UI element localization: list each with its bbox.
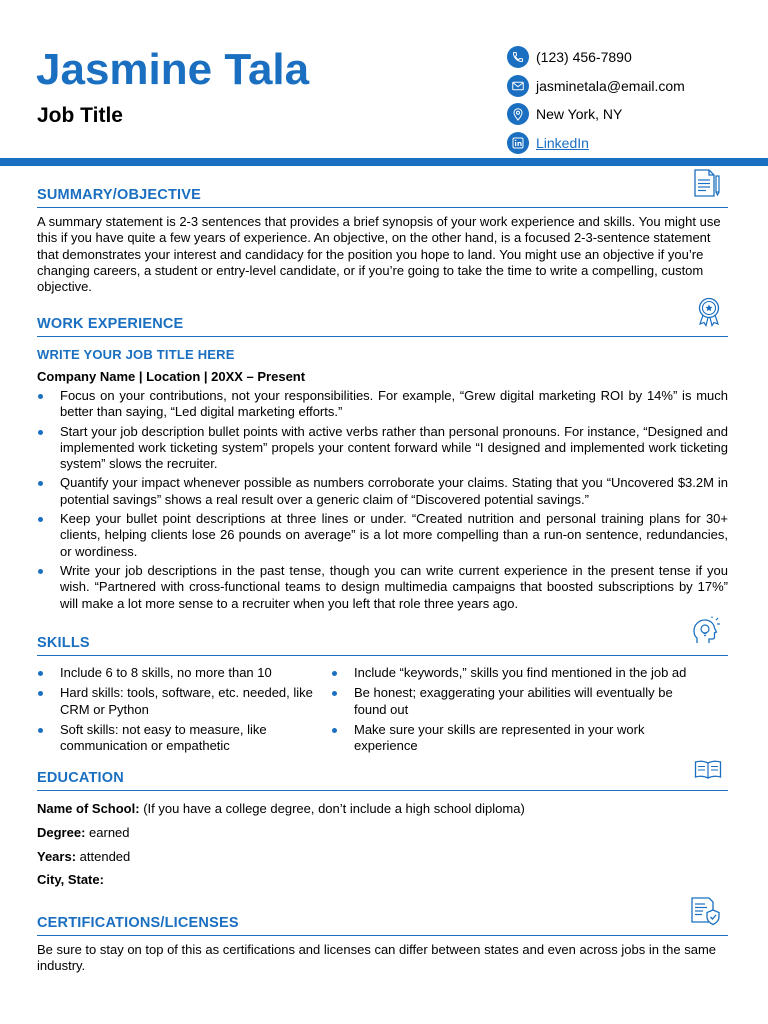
list-item: Soft skills: not easy to measure, like communication or empathetic	[37, 722, 331, 755]
contact-phone	[507, 43, 685, 72]
skills-list-right	[331, 665, 728, 754]
linkedin-icon	[507, 132, 529, 154]
education-degree	[37, 825, 728, 841]
school-value: (If you have a college degree, don’t include a high school diploma)	[139, 801, 525, 816]
candidate-job-title: Job Title	[37, 104, 123, 127]
school-label: Name of School:	[37, 801, 140, 816]
certifications-heading	[37, 902, 728, 936]
education-city	[37, 872, 728, 888]
education-title: EDUCATION	[37, 770, 124, 786]
list-item: Start your job description bullet points with active verbs rather than personal pronouns. For instance, “Designed and implemented work ticketing system” propels your content forward while “I designed and implemented work ticketing system” slows the recruiter.	[37, 424, 728, 473]
document-pen-icon	[692, 168, 722, 203]
resume-header	[0, 0, 768, 158]
skills-grid	[37, 665, 728, 758]
skills-column-left	[37, 665, 331, 758]
contact-linkedin[interactable]	[507, 129, 685, 158]
list-item: Include “keywords,” skills you find mentioned in the job ad	[331, 665, 728, 681]
experience-section	[37, 313, 728, 615]
certifications-section	[37, 902, 728, 975]
list-item: Keep your bullet point descriptions at three lines or under. “Created nutrition and personal training plans for 30+ clients, helping clients lose 26 pounds on average” is a lot more compelling than a run-on sentence, redundancies, or wordiness.	[37, 511, 728, 560]
open-book-icon	[694, 759, 722, 786]
list-item: Hard skills: tools, software, etc. needed, like CRM or Python	[37, 685, 331, 718]
linkedin-link[interactable]: LinkedIn	[536, 134, 589, 151]
skills-title: SKILLS	[37, 635, 90, 651]
list-item: Make sure your skills are represented in your work experience	[331, 722, 728, 755]
education-section	[37, 767, 728, 896]
experience-heading	[37, 313, 728, 337]
list-item: Quantify your impact whenever possible as numbers corroborate your claims. Stating that you “Uncovered $3.2M in potential savings” shows a real result over a generic claim of “Discovered potential savings.”	[37, 475, 728, 508]
skills-list-left	[37, 665, 331, 754]
company-line: Company Name | Location | 20XX – Present	[37, 369, 306, 384]
city-label: City, State:	[37, 872, 104, 888]
list-item: Write your job descriptions in the past tense, though you can write current experience in the present tense if you wish. “Partnered with cross-functional teams to design multimedia campaigns that boosted subscriptions by 17%” will make a lot more sense to a recruiter when you left that role three years ago.	[37, 563, 728, 612]
header-divider-bar	[0, 158, 768, 166]
award-ribbon-icon	[696, 297, 722, 332]
summary-section	[37, 184, 728, 295]
head-lightbulb-icon	[692, 616, 722, 651]
list-item: Include 6 to 8 skills, no more than 10	[37, 665, 331, 681]
certifications-title: CERTIFICATIONS/LICENSES	[37, 915, 239, 931]
job-title-heading: WRITE YOUR JOB TITLE HERE	[37, 347, 235, 362]
education-school	[37, 801, 728, 817]
location-pin-icon	[507, 103, 529, 125]
list-item: Focus on your contributions, not your responsibilities. For example, “Grew digital marketing ROI by 14%” is much better than saying, “Led digital marketing efforts.”	[37, 388, 728, 421]
contact-block	[507, 43, 685, 157]
degree-label: Degree:	[37, 824, 86, 840]
list-item: Be honest; exaggerating your abilities will eventually be found out	[331, 685, 728, 718]
location-text: New York, NY	[536, 106, 623, 123]
phone-icon	[507, 46, 529, 68]
phone-text: (123) 456-7890	[536, 49, 632, 66]
candidate-name: Jasmine Tala	[36, 45, 310, 94]
degree-value: earned	[85, 824, 130, 840]
education-heading	[37, 767, 728, 791]
skills-section	[37, 632, 728, 758]
education-details	[37, 801, 728, 889]
years-label: Years:	[37, 848, 77, 864]
summary-title: SUMMARY/OBJECTIVE	[37, 187, 201, 203]
skills-column-right	[331, 665, 728, 758]
email-text: jasminetala@email.com	[536, 77, 685, 94]
envelope-icon	[507, 75, 529, 97]
certifications-text: Be sure to stay on top of this as certifications and licenses can differ between states and even across jobs in the same industry.	[37, 942, 717, 974]
summary-text: A summary statement is 2-3 sentences that provides a brief synopsis of your work experience and skills. You might use this if you have quite a few years of experience. An objective, on the other hand, is a focused 2-3-sentence statement that demonstrates your interest and candidacy for the position you hope to land. You might use an objective if you’re changing careers, a student or entry-level candidate, or if you’re going to take the time to write a compelling, custom objective.	[37, 214, 721, 295]
experience-title: WORK EXPERIENCE	[37, 316, 184, 332]
skills-heading	[37, 632, 728, 656]
years-value: attended	[76, 848, 131, 864]
certificate-shield-icon	[690, 896, 722, 931]
contact-email	[507, 72, 685, 101]
education-years	[37, 849, 728, 865]
experience-bullet-list	[37, 388, 728, 612]
contact-location	[507, 100, 685, 129]
summary-heading	[37, 184, 728, 208]
